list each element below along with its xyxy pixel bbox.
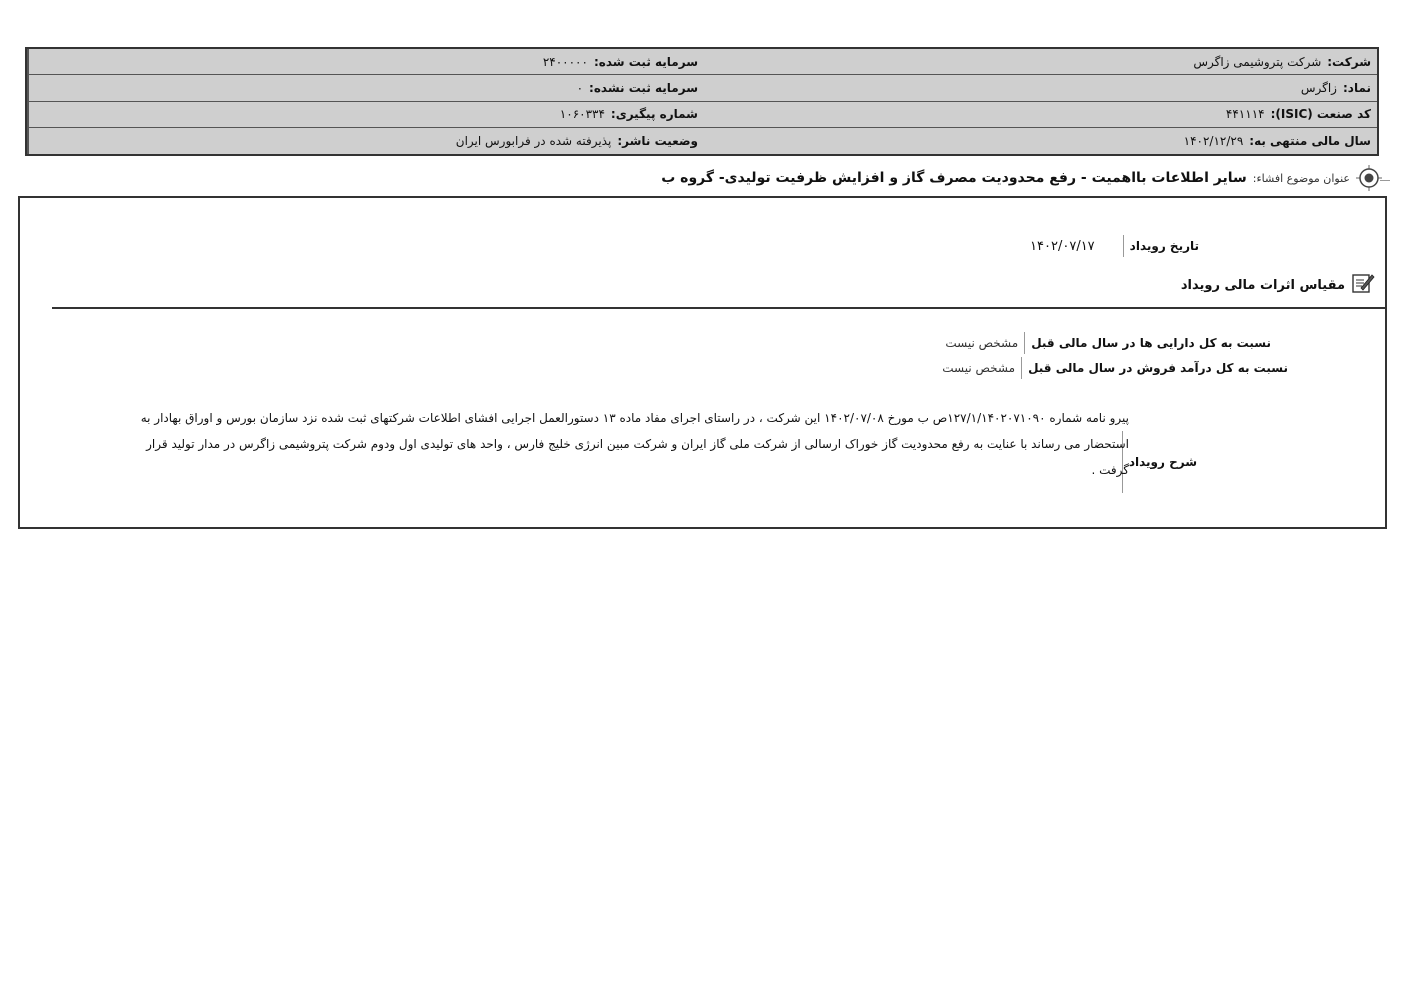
symbol-value: زاگرس	[1300, 80, 1337, 95]
info-fiscal-year	[704, 128, 1377, 154]
event-description-label: شرح رویداد	[1128, 455, 1197, 469]
event-description-text: پیرو نامه شماره ۱۲۷/۱/۱۴۰۲۰۷۱۰۹۰ص ب مورخ ۱۴۰۲/۰۷/۰۸ این شرکت ، در راستای اجرای مفاد ماده ۱۳ دستورالعمل اجرایی افشای اطلاعات شرکتهای ثبت شده نزد سازمان بورس و اوراق بهادار به استحضار می رساند با عنایت به رفع محدودیت گاز خوراک ارسالی از شرکت ملی گاز ایران و شرکت مبین انرژی خلیج فارس ، واحد های تولیدی اول ودوم شرکت پتروشیمی زاگرس در مدار تولید قرار گرفت .	[140, 411, 1129, 477]
info-symbol	[704, 75, 1377, 101]
event-date-separator	[1123, 235, 1124, 257]
fiscal-label: سال مالی منتهی به:	[1249, 133, 1371, 148]
event-date-value: ۱۴۰۲/۰۷/۱۷	[1030, 238, 1095, 254]
company-label: شرکت:	[1327, 54, 1371, 69]
company-value: شرکت پتروشیمی زاگرس	[1193, 54, 1322, 69]
unregistered-capital-value: ۰	[576, 80, 584, 95]
isic-label: کد صنعت (ISIC):	[1270, 107, 1371, 122]
target-icon	[1356, 165, 1382, 191]
symbol-label: نماد:	[1342, 80, 1371, 95]
financial-effects-title: مقیاس اثرات مالی رویداد	[1180, 277, 1345, 293]
section-divider	[52, 307, 1385, 309]
status-label: وضعیت ناشر:	[617, 133, 698, 148]
isic-value: ۴۴۱۱۱۴	[1225, 107, 1265, 122]
unregistered-capital-label: سرمایه ثبت نشده:	[589, 80, 698, 95]
registered-capital-label: سرمایه ثبت شده:	[593, 54, 698, 69]
subject-title: سایر اطلاعات بااهمیت - رفع محدودیت مصرف گاز و افزایش ظرفیت تولیدی- گروه ب	[661, 170, 1247, 186]
subject-line	[661, 166, 1382, 190]
company-info-table	[25, 47, 1379, 156]
event-date-row	[1030, 235, 1199, 257]
info-unregistered-capital	[27, 75, 704, 101]
fiscal-value: ۱۴۰۲/۱۲/۲۹	[1183, 133, 1244, 148]
status-value: پذیرفته شده در فرابورس ایران	[455, 133, 612, 148]
info-company	[704, 49, 1377, 75]
revenue-ratio-row	[942, 357, 1288, 379]
revenue-ratio-separator	[1021, 357, 1022, 379]
tracking-label: شماره پیگیری:	[610, 107, 698, 122]
revenue-ratio-label: نسبت به کل درآمد فروش در سال مالی قبل	[1028, 361, 1288, 375]
financial-effects-heading	[1181, 272, 1375, 298]
assets-ratio-label: نسبت به کل دارایی ها در سال مالی قبل	[1031, 336, 1271, 350]
assets-ratio-value: مشخص نیست	[945, 336, 1019, 350]
event-frame	[18, 196, 1387, 529]
event-date-label: تاریخ رویداد	[1129, 239, 1199, 253]
tracking-value: ۱۰۶۰۳۳۴	[559, 107, 605, 122]
info-status	[27, 128, 704, 154]
assets-ratio-row	[945, 332, 1271, 354]
assets-ratio-separator	[1024, 332, 1025, 354]
edit-note-icon	[1351, 272, 1375, 298]
subject-label: عنوان موضوع افشاء:	[1252, 171, 1350, 185]
registered-capital-value: ۲۴۰۰۰۰۰	[542, 54, 588, 69]
revenue-ratio-value: مشخص نیست	[942, 361, 1016, 375]
info-tracking	[27, 102, 704, 128]
info-isic	[704, 102, 1377, 128]
info-registered-capital	[27, 49, 704, 75]
